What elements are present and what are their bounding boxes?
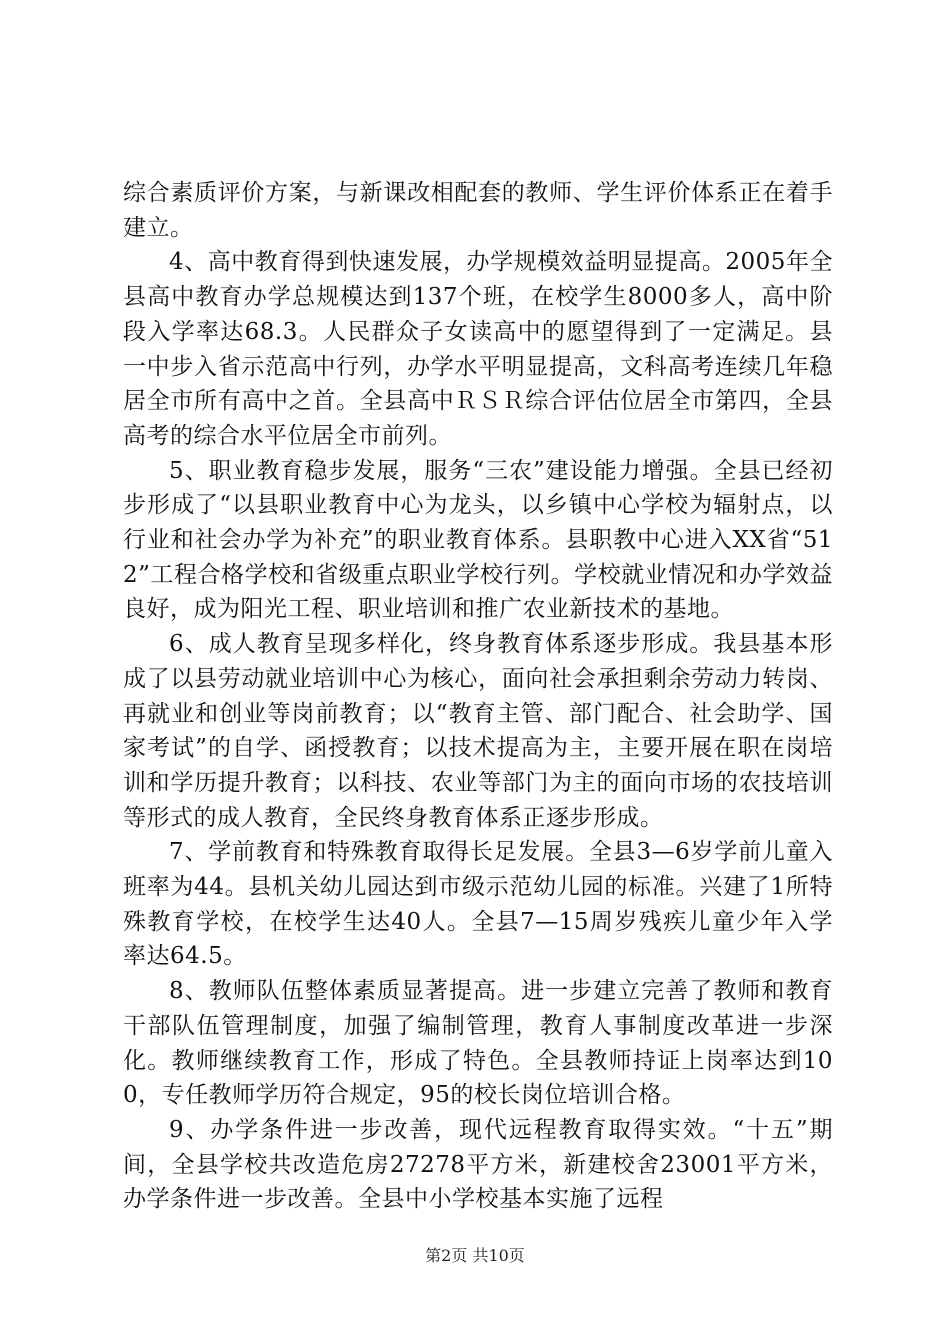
paragraph-item-4: 4、高中教育得到快速发展，办学规模效益明显提高。2005年全县高中教育办学总规模达到137个班，在校学生8000多人，高中阶段入学率达68.3。人民群众子女读高中的愿望得到了一定满足。县一中步入省示范高中行列，办学水平明显提高，文科高考连续几年稳居全市所有高中之首。全县高中ＲＳＲ综合评估位居全市第四，全县高考的综合水平位居全市前列。 — [123, 249, 833, 449]
paragraph-item-5: 5、职业教育稳步发展，服务“三农”建设能力增强。全县已经初步形成了“以县职业教育中心为龙头，以乡镇中心学校为辐射点，以行业和社会办学为补充”的职业教育体系。县职教中心进入XX省“512”工程合格学校和省级重点职业学校行列。学校就业情况和办学效益良好，成为阳光工程、职业培训和推广农业新技术的基地。 — [123, 457, 833, 623]
body-text — [123, 176, 833, 1217]
paragraph-item-6: 6、成人教育呈现多样化，终身教育体系逐步形成。我县基本形成了以县劳动就业培训中心为核心，面向社会承担剩余劳动力转岗、再就业和创业等岗前教育；以“教育主管、部门配合、社会助学、国家考试”的自学、函授教育；以技术提高为主，主要开展在职在岗培训和学历提升教育；以科技、农业等部门为主的面向市场的农技培训等形式的成人教育，全民终身教育体系正逐步形成。 — [123, 631, 833, 831]
paragraph-item-9: 9、办学条件进一步改善，现代远程教育取得实效。“十五”期间，全县学校共改造危房27278平方米，新建校舍23001平方米，办学条件进一步改善。全县中小学校基本实施了远程 — [123, 1116, 833, 1213]
paragraph-item-7: 7、学前教育和特殊教育取得长足发展。全县3—6岁学前儿童入班率为44。县机关幼儿园达到市级示范幼儿园的标准。兴建了1所特殊教育学校，在校学生达40人。全县7—15周岁残疾儿童少年入学率达64.5。 — [123, 839, 833, 970]
paragraph-item-8: 8、教师队伍整体素质显著提高。进一步建立完善了教师和教育干部队伍管理制度，加强了编制管理，教育人事制度改革进一步深化。教师继续教育工作，形成了特色。全县教师持证上岗率达到100，专任教师学历符合规定，95的校长岗位培训合格。 — [123, 978, 833, 1109]
paragraph-continuation: 综合素质评价方案，与新课改相配套的教师、学生评价体系正在着手建立。 — [123, 180, 833, 241]
page-number-footer: 第2页 共10页 — [425, 1246, 525, 1265]
